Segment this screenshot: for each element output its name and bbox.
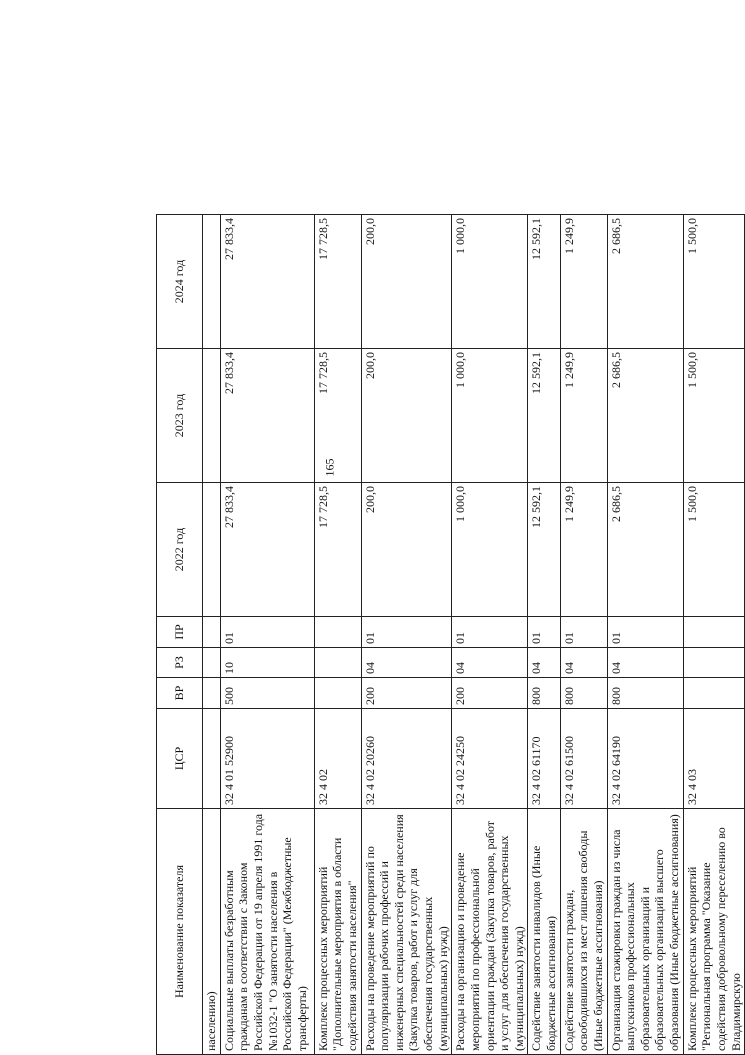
cell-name: Расходы на организацию и проведение мероприятий по профессиональной ориентации граждан (Закупка товаров, работ и услуг для обеспечения государственных (муниципальных) нужд) xyxy=(452,809,528,1055)
cell-csr: 32 4 02 20260 xyxy=(361,709,452,809)
header-csr: ЦСР xyxy=(157,709,203,809)
cell-name: Расходы на проведение мероприятий по популяризации рабочих профессий и инженерных специальностей среди населения (Закупка товаров, работ и услуг для обеспечения государственных (муниципальных) нужд) xyxy=(361,809,452,1055)
cell-2022 xyxy=(203,483,221,617)
cell-2023: 1 500,0 xyxy=(683,349,745,483)
cell-2022: 12 592,1 xyxy=(528,483,560,617)
cell-2023: 12 592,1 xyxy=(528,349,560,483)
cell-2024: 2 686,5 xyxy=(607,215,683,349)
cell-pr xyxy=(203,617,221,648)
cell-2024: 1 500,0 xyxy=(683,215,745,349)
cell-vr: 800 xyxy=(607,678,683,709)
cell-rz: 04 xyxy=(560,648,607,678)
cell-csr: 32 4 02 24250 xyxy=(452,709,528,809)
header-2024: 2024 год xyxy=(157,215,203,349)
cell-2024: 12 592,1 xyxy=(528,215,560,349)
cell-rz: 10 xyxy=(220,648,314,678)
cell-vr: 200 xyxy=(361,678,452,709)
header-vr: ВР xyxy=(157,678,203,709)
cell-rz: 04 xyxy=(361,648,452,678)
cell-2023: 1 249,9 xyxy=(560,349,607,483)
budget-table xyxy=(156,214,745,1055)
cell-2023: 17 728,5 xyxy=(314,349,361,483)
cell-2023: 1 000,0 xyxy=(452,349,528,483)
cell-vr xyxy=(683,678,745,709)
cell-vr xyxy=(203,678,221,709)
cell-pr xyxy=(314,617,361,648)
cell-name: Содействие занятости граждан, освободившихся из мест лишения свободы (Иные бюджетные ассигнования) xyxy=(560,809,607,1055)
cell-csr: 32 4 02 xyxy=(314,709,361,809)
table-row xyxy=(452,215,528,1055)
page-number: 165 xyxy=(322,458,337,477)
table-row xyxy=(220,215,314,1055)
cell-csr: 32 4 01 52900 xyxy=(220,709,314,809)
cell-2022: 2 686,5 xyxy=(607,483,683,617)
cell-rz: 04 xyxy=(607,648,683,678)
cell-2023 xyxy=(203,349,221,483)
cell-rz: 04 xyxy=(528,648,560,678)
cell-2022: 200,0 xyxy=(361,483,452,617)
cell-vr: 500 xyxy=(220,678,314,709)
cell-pr: 01 xyxy=(560,617,607,648)
cell-vr: 200 xyxy=(452,678,528,709)
cell-name: Комплекс процессных мероприятий "Дополнительные мероприятия в области содействия занятости населения" xyxy=(314,809,361,1055)
cell-pr: 01 xyxy=(452,617,528,648)
cell-rz xyxy=(203,648,221,678)
cell-2022: 1 500,0 xyxy=(683,483,745,617)
table-row xyxy=(528,215,560,1055)
cell-vr xyxy=(314,678,361,709)
cell-2024: 200,0 xyxy=(361,215,452,349)
table-row xyxy=(560,215,607,1055)
cell-pr: 01 xyxy=(528,617,560,648)
header-name: Наименование показателя xyxy=(157,809,203,1055)
cell-vr: 800 xyxy=(528,678,560,709)
cell-csr: 32 4 02 61170 xyxy=(528,709,560,809)
cell-2022: 27 833,4 xyxy=(220,483,314,617)
cell-2024: 1 000,0 xyxy=(452,215,528,349)
rotated-table-wrapper xyxy=(156,215,743,1055)
cell-name: Содействие занятости инвалидов (Иные бюджетные ассигнования) xyxy=(528,809,560,1055)
cell-name: населению) xyxy=(203,809,221,1055)
cell-2022: 1 249,9 xyxy=(560,483,607,617)
cell-rz: 04 xyxy=(452,648,528,678)
cell-2023: 200,0 xyxy=(361,349,452,483)
cell-csr: 32 4 02 61500 xyxy=(560,709,607,809)
cell-2024: 27 833,4 xyxy=(220,215,314,349)
header-2023: 2023 год xyxy=(157,349,203,483)
cell-2023: 27 833,4 xyxy=(220,349,314,483)
table-header-row xyxy=(157,215,203,1055)
cell-name: Организация стажировки граждан из числа выпускников профессиональных образовательных организаций и образовательных организаций высшего образования (Иные бюджетные ассигнования) xyxy=(607,809,683,1055)
cell-pr xyxy=(683,617,745,648)
table-row xyxy=(203,215,221,1055)
cell-pr: 01 xyxy=(361,617,452,648)
cell-name: Комплекс процессных мероприятий "Региональная программа "Оказание содействия добровольному переселению во Владимирскую xyxy=(683,809,745,1055)
cell-2024: 1 249,9 xyxy=(560,215,607,349)
cell-name: Социальные выплаты безработным гражданам в соответствии с Законом Российской Федерации от 19 апреля 1991 года №1032-1 "О занятости населения в Российской Федерации" (Межбюджетные трансферты) xyxy=(220,809,314,1055)
table-row xyxy=(361,215,452,1055)
cell-2023: 2 686,5 xyxy=(607,349,683,483)
cell-vr: 800 xyxy=(560,678,607,709)
cell-csr: 32 4 03 xyxy=(683,709,745,809)
cell-2024 xyxy=(203,215,221,349)
table-row xyxy=(314,215,361,1055)
cell-2022: 17 728,5 xyxy=(314,483,361,617)
cell-2022: 1 000,0 xyxy=(452,483,528,617)
table-row xyxy=(683,215,745,1055)
cell-csr: 32 4 02 64190 xyxy=(607,709,683,809)
cell-pr: 01 xyxy=(607,617,683,648)
header-rz: РЗ xyxy=(157,648,203,678)
header-pr: ПР xyxy=(157,617,203,648)
header-2022: 2022 год xyxy=(157,483,203,617)
cell-rz xyxy=(314,648,361,678)
table-row xyxy=(607,215,683,1055)
cell-csr xyxy=(203,709,221,809)
cell-2024: 17 728,5 xyxy=(314,215,361,349)
cell-pr: 01 xyxy=(220,617,314,648)
cell-rz xyxy=(683,648,745,678)
